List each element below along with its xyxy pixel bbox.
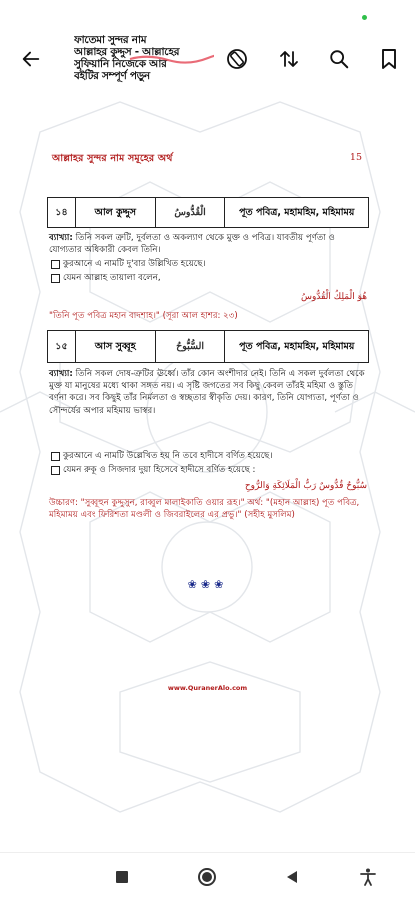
bullet-item: যেমন রুকূ ও সিজদার দুয়া হিসেবে হাদীসে বর্ণিত হয়েছে : [49,464,367,476]
document-page[interactable] [0,92,415,852]
recent-apps-icon[interactable] [108,863,136,891]
name-table-14 [47,197,369,228]
document-title-line-1: ফাতেমা সুন্দর নাম [74,34,147,46]
entry-arabic: السُّبُّوحُ [155,331,225,363]
page-content [0,92,415,852]
page-number: 15 [349,152,362,163]
document-title-line-3: সুফিয়ানি নিজেকে আর [74,58,167,70]
pronunciation-and-meaning: উচ্চারণ: "সুব্বূহুন কুদ্দুসুন, রাব্বুল মালাইকাতি ওয়ার রূহ।" অর্থ: "(মহান আল্লাহ) পূত পবিত্র, মহিমাময় এবং ফিরিশতা মণ্ডলী ও জিবরাইলের এর প্রভু।" (সহীহ মুসলিম) [49,498,360,521]
document-title-line-2: আল্লাহর কুদ্দুস - আল্লাহের [74,46,180,58]
document-title [74,34,214,88]
system-navigation-bar [0,852,415,900]
back-arrow-icon[interactable] [14,42,48,76]
entry-name: আল কুদ্দুস [75,198,155,228]
arabic-verse: هُوَ الْمَلِكُ الْقُدُّوسُ [301,292,367,302]
explanation-label: ব্যাখ্যা: [49,369,73,379]
explanation-paragraph-14 [49,232,367,256]
section-divider-stars: ❀❀❀ [187,578,228,591]
entry-name: আস সুব্বূহ [75,331,155,363]
chapter-header [52,152,362,166]
chapter-title: আল্লাহর সুন্দর নাম সমূহের অর্থ [52,153,173,164]
entry-arabic: الْقُدُّوسُ [155,198,225,228]
rotate-lock-icon[interactable] [220,42,254,76]
bullet-item: কুরআনে এ নামটি উল্লেখিত হয় নি তবে হাদীসে বর্ণিত হয়েছে। [49,450,367,462]
bookmark-icon[interactable] [372,42,406,76]
explanation-text: তিনি সকল দোষ-ত্রুটির ঊর্ধ্বে। তাঁর কোন অংশীদার নেই। তিনি এ সকল দুর্বলতা থেকে মুক্ত যা মানুষের মধ্যে থাকা সঙ্গত নয়। এ সৃষ্টি জগতের সব কিছু কেবল তাঁরই মহিমা ও স্তুতি বর্ণনা করে। সব কিছুই তাঁর নির্মলতা ও স্বচ্ছতার স্বীকৃতি দেয়। কারণ, তিনি যোগ্যতা, পূর্ণতা ও সৌন্দর্যের অপার মহিমায় ভাস্বর। [49,369,365,416]
website-footer: www.QuranerAlo.com [167,684,248,692]
explanation-text: তিনি সকল ত্রুটি, দুর্বলতা ও অকল্যাণ থেকে মুক্ত ও পবিত্র। যাবতীয় পূর্ণতা ও যোগ্যতার অধিকারী কেবল তিনি। [49,233,335,256]
arabic-verse: سُبُّوحٌ قُدُّوسٌ رَبُّ الْمَلَائِكَةِ وَالرُّوحِ [244,481,367,491]
name-table-15 [47,330,369,363]
search-icon[interactable] [322,42,356,76]
bullet-item: যেমন আল্লাহ তায়ালা বলেন, [49,272,367,284]
status-indicator-dot [362,15,367,20]
explanation-paragraph-15 [49,368,367,417]
entry-meaning: পূত পবিত্র, মহামহিম, মহিমাময় [225,198,369,228]
accessibility-icon[interactable] [354,863,382,891]
document-title-line-4: বইটির সম্পূর্ণ পড়ুন [74,70,150,82]
entry-meaning: পূত পবিত্র, মহামহিম, মহিমাময় [225,331,369,363]
back-triangle-icon[interactable] [278,863,306,891]
explanation-label: ব্যাখ্যা: [49,233,73,243]
verse-translation: "তিনি পূত পবিত্র মহান বাদশাহ।" (সূরা আল হাশর: ২৩) [49,311,238,321]
status-bar [0,0,415,26]
home-icon[interactable] [193,863,221,891]
title-highlight-mark [128,52,214,64]
entry-number: ১৫ [48,331,76,363]
reader-toolbar [0,26,415,92]
scroll-direction-icon[interactable] [272,42,306,76]
bullet-item: কুরআনে এ নামটি দু'বার উল্লিখিত হয়েছে। [49,258,367,270]
entry-number: ১৪ [48,198,76,228]
